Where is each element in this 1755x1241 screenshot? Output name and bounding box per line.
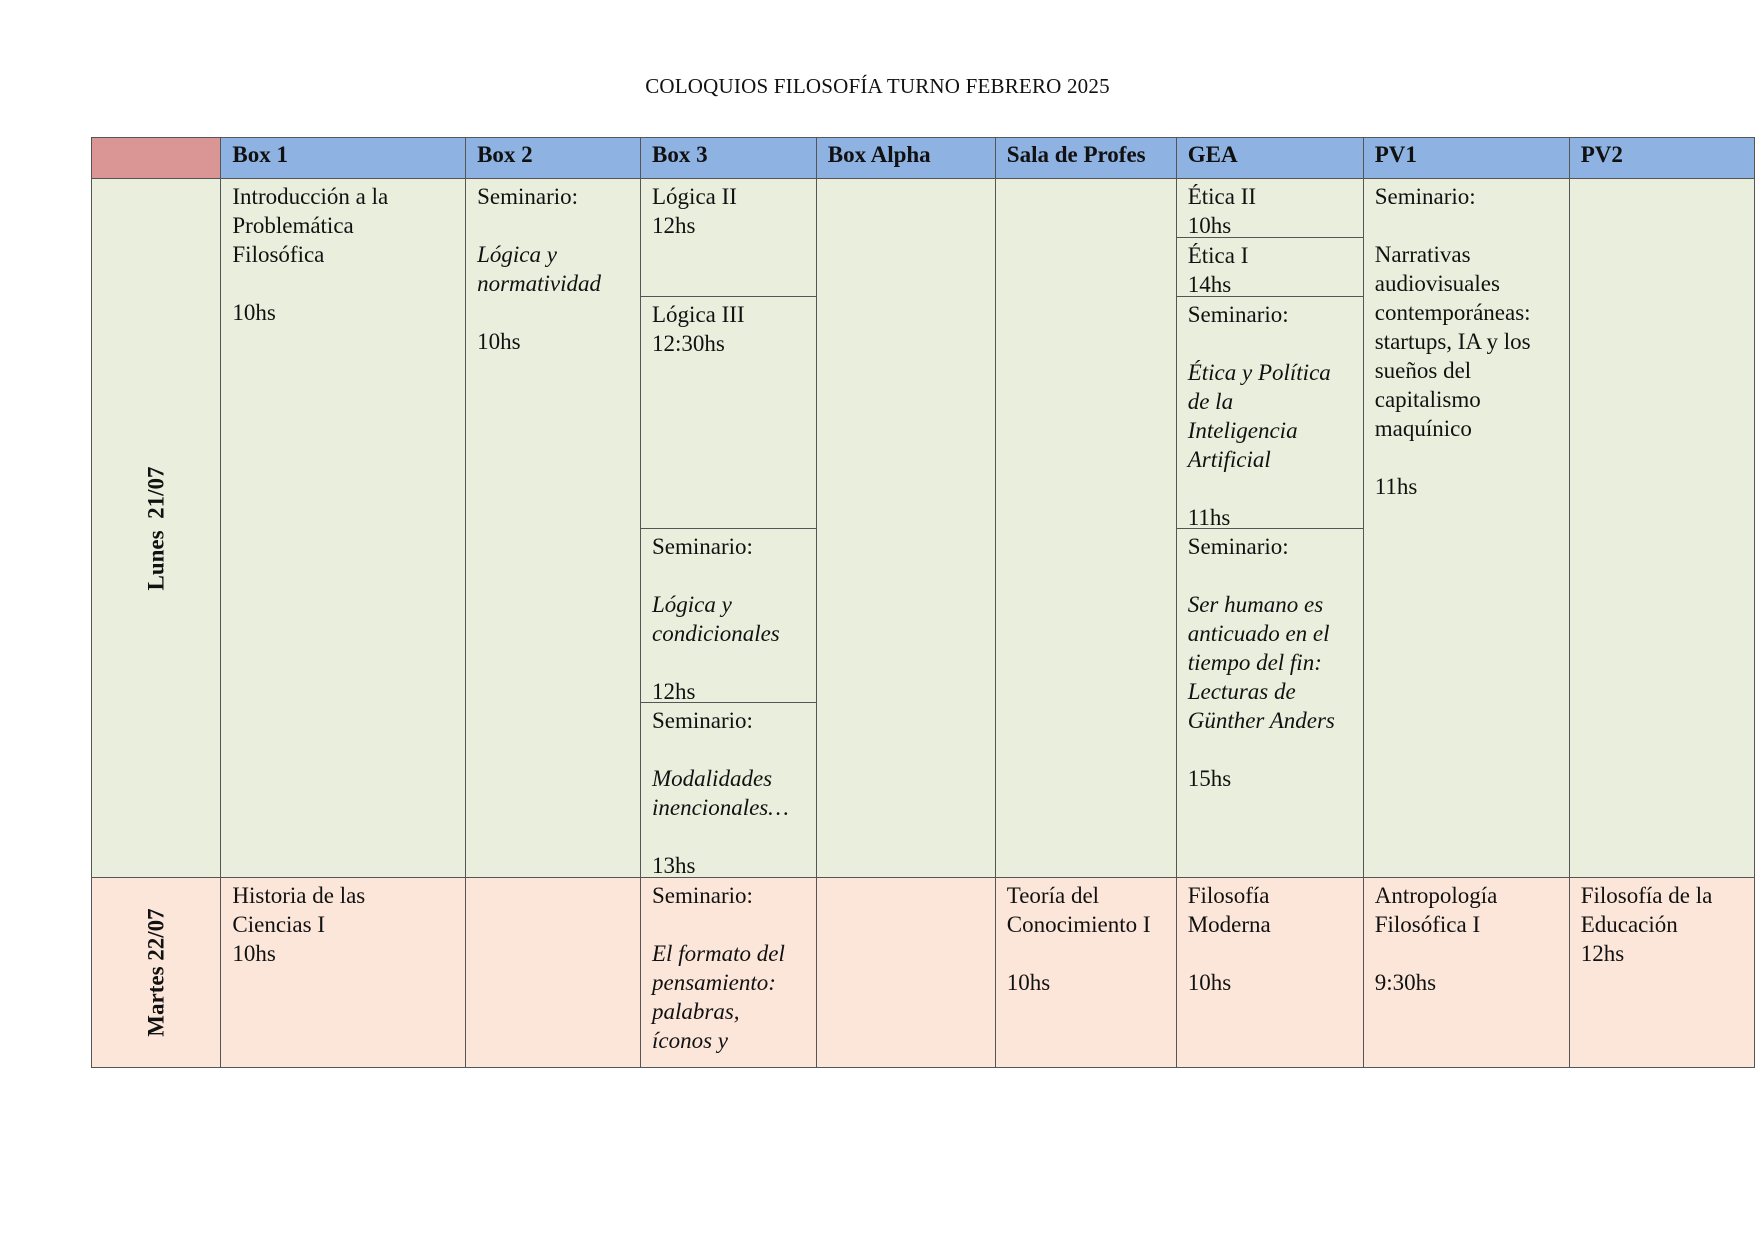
seminar-topic-line: condicionales	[652, 621, 780, 646]
course-title-line: Conocimiento I	[1006, 912, 1151, 937]
seminar-topic-line: Lógica y	[477, 242, 557, 267]
slot-seminar-anders	[1177, 529, 1363, 877]
seminar-topic-line: Ética y Política	[1187, 360, 1331, 385]
slot-logica-ii	[641, 179, 816, 297]
course-title-line: Introducción a la	[232, 184, 389, 209]
seminar-time: 13hs	[652, 853, 696, 877]
course-title: Ética II	[1187, 184, 1257, 209]
course-time: 9:30hs	[1374, 970, 1437, 995]
page-title: COLOQUIOS FILOSOFÍA TURNO FEBRERO 2025	[645, 74, 1110, 98]
course-time: 12:30hs	[652, 331, 725, 356]
seminar-time: 11hs	[1374, 474, 1418, 499]
slot-etica-i	[1177, 238, 1363, 297]
monday-gea-cell	[1176, 179, 1363, 878]
seminar-time: 10hs	[477, 329, 521, 354]
header-pv2: PV2	[1569, 138, 1754, 179]
course-title-line: Ciencias I	[232, 912, 325, 937]
course-title-line: Filosófica I	[1374, 912, 1481, 937]
day-text-tuesday: Martes 22/07	[143, 908, 169, 1037]
seminar-label: Seminario:	[652, 534, 753, 559]
course-time: 10hs	[1187, 970, 1232, 995]
course-title-line: Antropología	[1374, 883, 1498, 908]
seminar-topic-line: startups, IA y los	[1374, 329, 1531, 354]
seminar-label: Seminario:	[1187, 534, 1289, 559]
seminar-time: 15hs	[1187, 766, 1232, 791]
course-title: Lógica III	[652, 302, 745, 327]
monday-sala-cell	[995, 179, 1176, 878]
tuesday-sala-cell	[995, 878, 1176, 1068]
day-text-monday: Lunes 21/07	[143, 466, 169, 590]
course-time: 10hs	[232, 300, 276, 325]
monday-box3-cell	[641, 179, 817, 878]
seminar-topic-line: Modalidades	[652, 766, 773, 791]
tuesday-pv2-cell	[1569, 878, 1754, 1068]
seminar-topic-line: anticuado en el	[1187, 621, 1330, 646]
seminar-topic-line: capitalismo	[1374, 387, 1481, 412]
course-time: 12hs	[1580, 941, 1625, 966]
seminar-topic-line: contemporáneas:	[1374, 300, 1531, 325]
seminar-topic-line: Lecturas de	[1187, 679, 1296, 704]
seminar-topic-line: pensamiento:	[652, 970, 776, 995]
course-title-line: Teoría del	[1006, 883, 1100, 908]
seminar-topic-line: maquínico	[1374, 416, 1472, 441]
course-time: 10hs	[1006, 970, 1051, 995]
course-title-line: Historia de las	[232, 883, 366, 908]
tuesday-box3-cell	[641, 878, 817, 1068]
tuesday-pv1-cell	[1363, 878, 1569, 1068]
header-row	[92, 138, 1755, 179]
tuesday-box2-cell	[466, 878, 641, 1068]
seminar-label: Seminario:	[1187, 302, 1289, 327]
seminar-time: 12hs	[652, 679, 696, 703]
seminar-topic-line: Artificial	[1187, 447, 1271, 472]
day-label-tuesday	[92, 878, 221, 1068]
seminar-topic-line: audiovisuales	[1374, 271, 1500, 296]
seminar-topic-line: Narrativas	[1374, 242, 1471, 267]
seminar-topic-line: Ser humano es	[1187, 592, 1324, 617]
seminar-topic-line: tiempo del fin:	[1187, 650, 1322, 675]
seminar-label: Seminario:	[652, 708, 753, 733]
seminar-topic-line: inencionales…	[652, 795, 789, 820]
course-title: Lógica II	[652, 184, 737, 209]
header-box2: Box 2	[466, 138, 641, 179]
course-title-line: Filosofía	[1187, 883, 1270, 908]
header-gea: GEA	[1176, 138, 1363, 179]
seminar-topic-line: palabras,	[652, 999, 740, 1024]
seminar-topic-line: El formato del	[652, 941, 785, 966]
seminar-label: Seminario:	[477, 184, 579, 209]
course-title-line: Problemática	[232, 213, 354, 238]
seminar-topic-line: sueños del	[1374, 358, 1472, 383]
course-title-line: Moderna	[1187, 912, 1271, 937]
tuesday-row	[92, 878, 1755, 1068]
slot-seminar-modalidades	[641, 703, 816, 877]
header-pv1: PV1	[1363, 138, 1569, 179]
monday-box1-cell	[221, 179, 466, 878]
monday-pv1-cell	[1363, 179, 1569, 878]
tuesday-gea-cell	[1176, 878, 1363, 1068]
header-box3: Box 3	[641, 138, 817, 179]
seminar-time: 11hs	[1187, 505, 1231, 529]
day-label-monday	[92, 179, 221, 878]
monday-row	[92, 179, 1755, 878]
seminar-topic-line: íconos y	[652, 1028, 729, 1053]
monday-pv2-cell	[1569, 179, 1754, 878]
header-sala-de-profes: Sala de Profes	[995, 138, 1176, 179]
seminar-label: Seminario:	[652, 883, 753, 908]
course-title-line: Filosófica	[232, 242, 325, 267]
schedule-table	[91, 137, 1755, 1068]
course-time: 10hs	[232, 941, 276, 966]
slot-etica-ii	[1177, 179, 1363, 238]
header-box-alpha: Box Alpha	[816, 138, 995, 179]
slot-seminar-etica-ia	[1177, 297, 1363, 529]
seminar-label: Seminario:	[1374, 184, 1476, 209]
course-title: Ética I	[1187, 243, 1249, 268]
course-time: 14hs	[1187, 272, 1232, 297]
seminar-topic-line: Lógica y	[652, 592, 732, 617]
seminar-topic-line: normatividad	[477, 271, 602, 296]
tuesday-box-alpha-cell	[816, 878, 995, 1068]
monday-box-alpha-cell	[816, 179, 995, 878]
seminar-topic-line: de la	[1187, 389, 1234, 414]
header-box1: Box 1	[221, 138, 466, 179]
course-time: 10hs	[1187, 213, 1232, 238]
corner-cell	[92, 138, 221, 179]
monday-box2-cell	[466, 179, 641, 878]
seminar-topic-line: Günther Anders	[1187, 708, 1335, 733]
slot-logica-iii	[641, 297, 816, 529]
seminar-topic-line: Inteligencia	[1187, 418, 1298, 443]
course-title-line: Filosofía de la	[1580, 883, 1713, 908]
tuesday-box1-cell	[221, 878, 466, 1068]
slot-seminar-logica-condicionales	[641, 529, 816, 703]
course-title-line: Educación	[1580, 912, 1678, 937]
course-time: 12hs	[652, 213, 696, 238]
